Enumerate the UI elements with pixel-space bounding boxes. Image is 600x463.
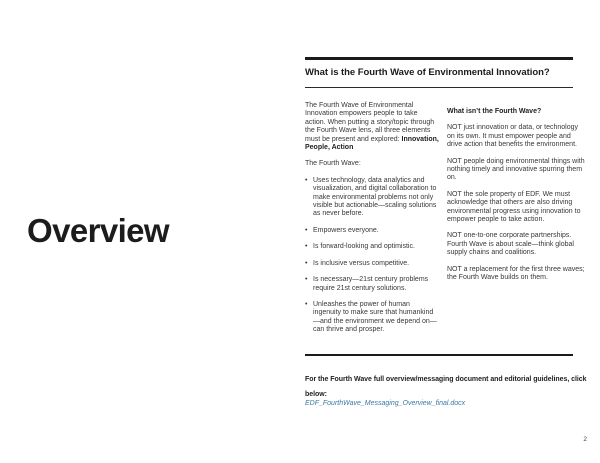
intro-paragraph — [305, 102, 439, 152]
title-rule-top — [305, 57, 573, 60]
bullet-item: • Empowers everyone. — [305, 227, 439, 235]
bullet-item: • Unleashes the power of human ingenuity to make sure that humankind—and the environment we depend on—can thrive and prosper. — [305, 301, 439, 335]
not-paragraph: NOT the sole property of EDF. We must acknowledge that others are also driving environmental progress using innovation to empower people to take action. — [447, 190, 581, 224]
article-body — [305, 102, 585, 343]
fourth-wave-bullet-list — [305, 177, 439, 335]
intro-text: The Fourth Wave of Environmental Innovation empowers people to take action. When putting a story/topic through the Fourth Wave lens, all three elements must be present and explored: — [305, 102, 435, 143]
not-paragraph: NOT a replacement for the first three waves; the Fourth Wave builds on them. — [447, 265, 585, 282]
right-column-heading: What isn’t the Fourth Wave? — [447, 108, 542, 115]
bullet-item: • Is necessary—21st century problems require 21st century solutions. — [305, 276, 439, 293]
right-column — [447, 102, 585, 343]
not-paragraph: NOT one-to-one corporate partnerships. Fourth Wave is about scale—think global supply chains and coalitions. — [447, 232, 574, 257]
not-paragraph: NOT just innovation or data, or technology on its own. It must empower people and drive action that benefits the environment. — [447, 124, 579, 149]
left-column — [305, 102, 439, 343]
page-number: 2 — [583, 436, 587, 443]
title-rule-bottom — [305, 87, 573, 88]
intro-bold-text: Innovation, People, Action — [305, 135, 439, 152]
not-paragraph: NOT people doing environmental things with nothing timely and innovative spurring them on. — [447, 157, 585, 182]
list-lead: The Fourth Wave: — [305, 160, 361, 168]
footer-rule — [305, 354, 573, 356]
bullet-item: • Is inclusive versus competitive. — [305, 260, 439, 268]
section-title: Overview — [27, 212, 169, 249]
bullet-item: • Uses technology, data analytics and visualization, and digital collaboration to make environmental problems not only visible but actionable—scaling solutions as never before. — [305, 177, 439, 219]
footer-note: For the Fourth Wave full overview/messaging document and editorial guidelines, click below: — [305, 376, 587, 398]
article-title: What is the Fourth Wave of Environmental Innovation? — [305, 67, 550, 78]
document-link[interactable]: EDF_FourthWave_Messaging_Overview_final.docx — [305, 400, 466, 407]
bullet-item: • Is forward-looking and optimistic. — [305, 243, 439, 251]
